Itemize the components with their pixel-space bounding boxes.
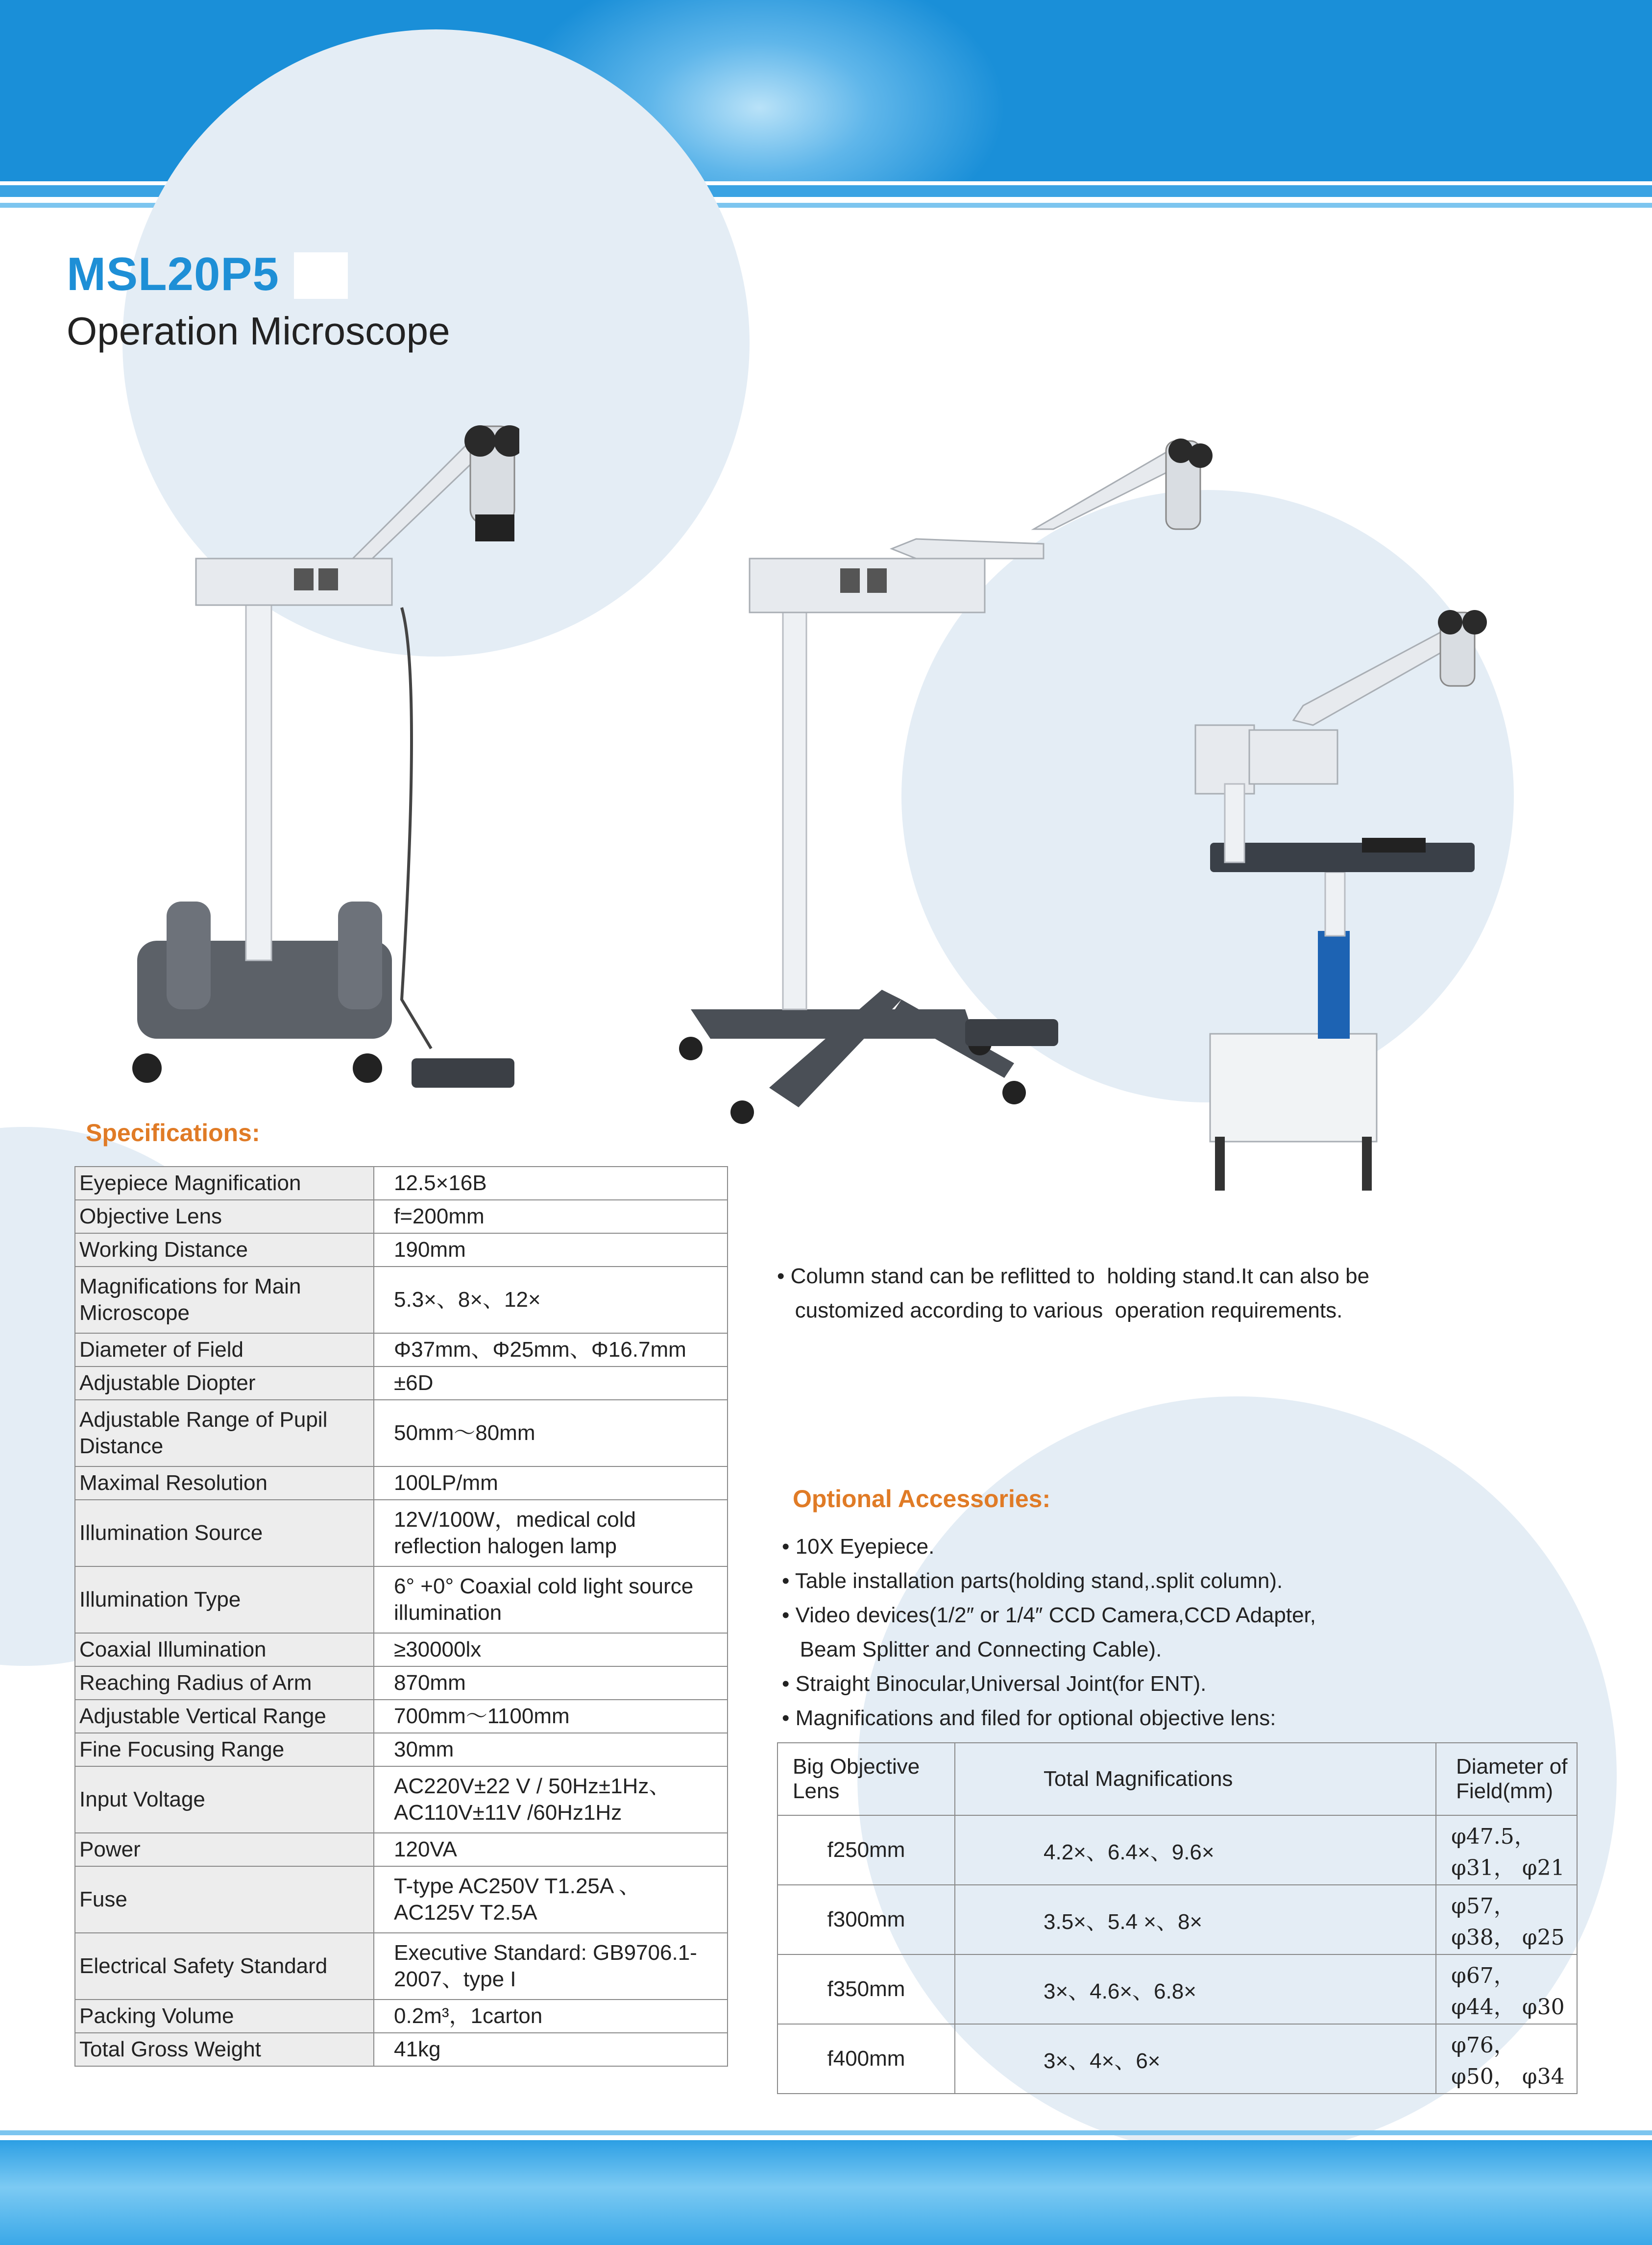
- table-row: [75, 1400, 728, 1466]
- field-diameter-cell: φ67， φ44， φ30: [1436, 1954, 1577, 2024]
- column-header: Big Objective Lens: [777, 1743, 955, 1815]
- footer-divider: [0, 2130, 1652, 2135]
- table-row: [75, 2000, 728, 2033]
- field-diameter-cell: φ76， φ50， φ34: [1436, 2024, 1577, 2094]
- table-row: [75, 1466, 728, 1500]
- footer-band: [0, 2140, 1652, 2245]
- spec-value: 870mm: [374, 1666, 728, 1700]
- table-row: [75, 1866, 728, 1933]
- spec-value: 100LP/mm: [374, 1466, 728, 1500]
- spec-value: Φ37mm、Φ25mm、Φ16.7mm: [374, 1333, 728, 1367]
- spec-label: Adjustable Diopter: [75, 1367, 374, 1400]
- accessory-item: • 10X Eyepiece.: [782, 1535, 935, 1559]
- product-name: Operation Microscope: [67, 309, 450, 353]
- magnification-cell: 4.2×、6.4×、9.6×: [955, 1815, 1436, 1885]
- accessory-item: • Straight Binocular,Universal Joint(for ENT).: [782, 1672, 1207, 1696]
- product-code: MSL20P5: [67, 248, 279, 300]
- magnification-cell: 3×、4×、6×: [955, 2024, 1436, 2094]
- column-header: Diameter of Field(mm): [1436, 1743, 1577, 1815]
- spec-value: f=200mm: [374, 1200, 728, 1233]
- spec-label: Fine Focusing Range: [75, 1733, 374, 1766]
- stand-note-line-2: customized according to various operation requirements.: [777, 1298, 1343, 1322]
- spec-value: 120VA: [374, 1833, 728, 1866]
- spec-label: Input Voltage: [75, 1766, 374, 1833]
- spec-label: Reaching Radius of Arm: [75, 1666, 374, 1700]
- spec-value: 41kg: [374, 2033, 728, 2066]
- table-row: [75, 1333, 728, 1367]
- specifications-heading: Specifications:: [86, 1119, 260, 1147]
- accessories-heading: Optional Accessories:: [793, 1485, 1051, 1513]
- spec-value: T-type AC250V T1.25A 、 AC125V T2.5A: [374, 1866, 728, 1933]
- table-row: [75, 1933, 728, 2000]
- table-row: [75, 2033, 728, 2066]
- table-row: [75, 1700, 728, 1733]
- table-row: [777, 1954, 1577, 2024]
- table-row: [777, 1815, 1577, 1885]
- spec-label: Coaxial Illumination: [75, 1633, 374, 1666]
- spec-label: Objective Lens: [75, 1200, 374, 1233]
- spec-value: AC220V±22 V / 50Hz±1Hz、 AC110V±11V /60Hz1Hz: [374, 1766, 728, 1833]
- spec-label: Electrical Safety Standard: [75, 1933, 374, 2000]
- lens-cell: f300mm: [777, 1885, 955, 1954]
- field-diameter-cell: φ57， φ38， φ25: [1436, 1885, 1577, 1954]
- lens-cell: f350mm: [777, 1954, 955, 2024]
- accessory-item: • Magnifications and filed for optional objective lens:: [782, 1706, 1276, 1730]
- spec-label: Diameter of Field: [75, 1333, 374, 1367]
- table-row: [75, 1367, 728, 1400]
- spec-label: Illumination Source: [75, 1500, 374, 1566]
- table-row: [75, 1766, 728, 1833]
- spec-label: Adjustable Range of Pupil Distance: [75, 1400, 374, 1466]
- table-header-row: [777, 1743, 1577, 1815]
- table-row: [75, 1666, 728, 1700]
- spec-label: Packing Volume: [75, 2000, 374, 2033]
- microscope-table-stand-illustration: [1176, 608, 1568, 1196]
- accessory-item: • Table installation parts(holding stand,.split column).: [782, 1569, 1283, 1593]
- spec-value: 12.5×16B: [374, 1167, 728, 1200]
- spec-value: ±6D: [374, 1367, 728, 1400]
- spec-value: 50mm～80mm: [374, 1400, 728, 1466]
- spec-label: Maximal Resolution: [75, 1466, 374, 1500]
- specifications-table: [74, 1166, 728, 2067]
- lens-cell: f400mm: [777, 2024, 955, 2094]
- field-diameter-cell: φ47.5， φ31， φ21: [1436, 1815, 1577, 1885]
- table-row: [75, 1500, 728, 1566]
- table-row: [75, 1233, 728, 1267]
- table-row: [75, 1633, 728, 1666]
- table-row: [777, 2024, 1577, 2094]
- spec-label: Adjustable Vertical Range: [75, 1700, 374, 1733]
- spec-value: 0.2m³，1carton: [374, 2000, 728, 2033]
- table-row: [75, 1833, 728, 1866]
- label-blank: [294, 252, 348, 299]
- microscope-floor-stand-illustration: [118, 363, 519, 1093]
- table-row: [75, 1200, 728, 1233]
- accessory-item: Beam Splitter and Connecting Cable).: [782, 1637, 1162, 1661]
- spec-value: 12V/100W，medical cold reflection halogen lamp: [374, 1500, 728, 1566]
- table-row: [777, 1885, 1577, 1954]
- spec-label: Total Gross Weight: [75, 2033, 374, 2066]
- spec-label: Magnifications for Main Microscope: [75, 1267, 374, 1333]
- stand-note-line-1: • Column stand can be reflitted to holding stand.It can also be: [777, 1264, 1370, 1288]
- magnification-cell: 3.5×、5.4 ×、8×: [955, 1885, 1436, 1954]
- spec-label: Illumination Type: [75, 1566, 374, 1633]
- spec-value: 190mm: [374, 1233, 728, 1267]
- column-header: Total Magnifications: [955, 1743, 1436, 1815]
- spec-value: ≥30000lx: [374, 1633, 728, 1666]
- microscope-mobile-stand-illustration: [671, 412, 1235, 1137]
- spec-value: 30mm: [374, 1733, 728, 1766]
- accessory-item: • Video devices(1/2″ or 1/4″ CCD Camera,CCD Adapter,: [782, 1603, 1316, 1627]
- spec-value: Executive Standard: GB9706.1-2007、type I: [374, 1933, 728, 2000]
- objective-lens-table: [777, 1742, 1578, 2094]
- spec-label: Fuse: [75, 1866, 374, 1933]
- spec-label: Power: [75, 1833, 374, 1866]
- table-row: [75, 1267, 728, 1333]
- spec-label: Eyepiece Magnification: [75, 1167, 374, 1200]
- table-row: [75, 1167, 728, 1200]
- table-row: [75, 1733, 728, 1766]
- magnification-cell: 3×、4.6×、6.8×: [955, 1954, 1436, 2024]
- table-row: [75, 1566, 728, 1633]
- spec-value: 6° +0° Coaxial cold light source illumination: [374, 1566, 728, 1633]
- spec-value: 5.3×、8×、12×: [374, 1267, 728, 1333]
- spec-value: 700mm～1100mm: [374, 1700, 728, 1733]
- lens-cell: f250mm: [777, 1815, 955, 1885]
- spec-label: Working Distance: [75, 1233, 374, 1267]
